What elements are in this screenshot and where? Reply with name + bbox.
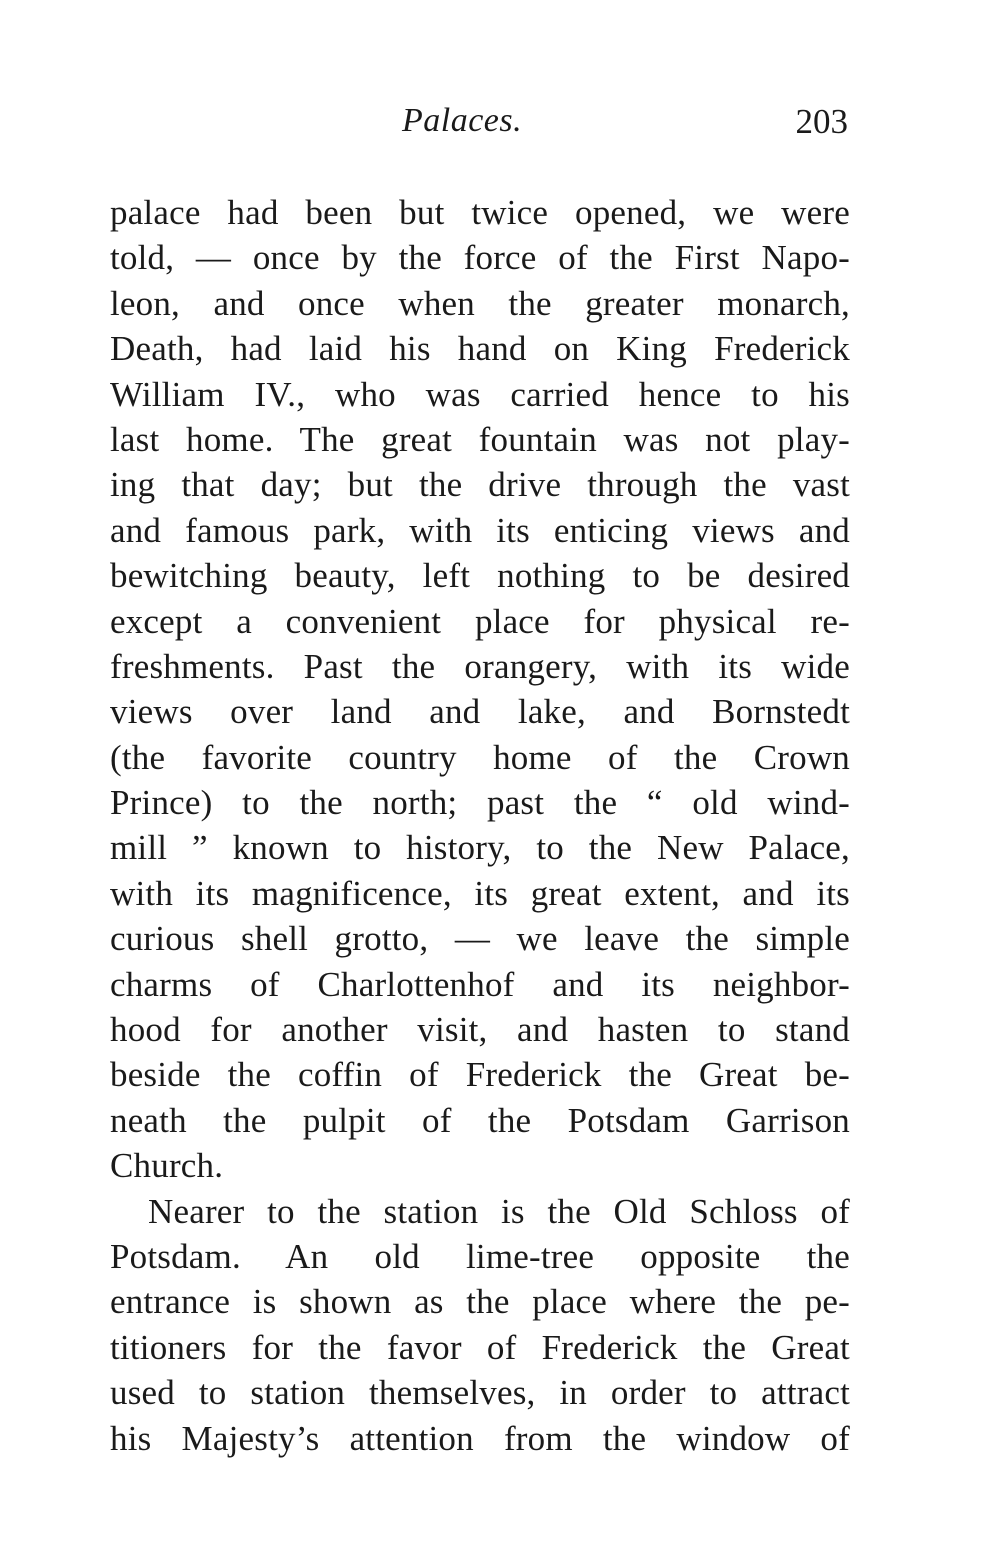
text-line: Nearer to the station is the Old Schloss of [148, 1191, 850, 1231]
text-line: hood for another visit, and hasten to stand [110, 1010, 850, 1050]
page-number: 203 [795, 102, 848, 141]
text-line: leon, and once when the greater monarch, [110, 283, 850, 323]
text-line: told, — once by the force of the First Napo- [110, 238, 850, 278]
text-line: and famous park, with its enticing views and [110, 510, 850, 550]
text-line: curious shell grotto, — we leave the simple [110, 919, 850, 959]
running-title: Palaces. [402, 102, 523, 139]
text-line: neath the pulpit of the Potsdam Garrison [110, 1100, 850, 1140]
text-line: Death, had laid his hand on King Frederick [110, 329, 850, 369]
text-line: except a convenient place for physical re- [110, 601, 850, 641]
text-line: William IV., who was carried hence to his [110, 374, 850, 414]
text-line: ing that day; but the drive through the vast [110, 465, 850, 505]
text-line: last home. The great fountain was not play- [110, 419, 850, 459]
text-line: mill ” known to history, to the New Palace, [110, 828, 850, 868]
text-line: titioners for the favor of Frederick the Great [110, 1327, 850, 1367]
text-line: entrance is shown as the place where the pe- [110, 1282, 850, 1322]
body-text [110, 190, 850, 1461]
text-line: views over land and lake, and Bornstedt [110, 692, 850, 732]
text-line: beside the coffin of Frederick the Great be- [110, 1055, 850, 1095]
running-head [110, 102, 850, 152]
text-line: his Majesty’s attention from the window of [110, 1418, 850, 1458]
text-line: palace had been but twice opened, we were [110, 193, 850, 232]
text-line: freshments. Past the orangery, with its wide [110, 646, 850, 686]
text-line: bewitching beauty, left nothing to be desired [110, 556, 850, 596]
text-line: with its magnificence, its great extent, and its [110, 873, 850, 913]
text-line: Prince) to the north; past the “ old wind- [110, 783, 850, 823]
text-line: Church. [110, 1146, 224, 1186]
text-line: used to station themselves, in order to attract [110, 1373, 850, 1413]
paragraph-2 [110, 1189, 850, 1461]
paragraph-1 [110, 190, 850, 1189]
text-line: (the favorite country home of the Crown [110, 737, 850, 777]
text-line: Potsdam. An old lime-tree opposite the [110, 1236, 850, 1276]
text-line: charms of Charlottenhof and its neighbor- [110, 964, 850, 1004]
